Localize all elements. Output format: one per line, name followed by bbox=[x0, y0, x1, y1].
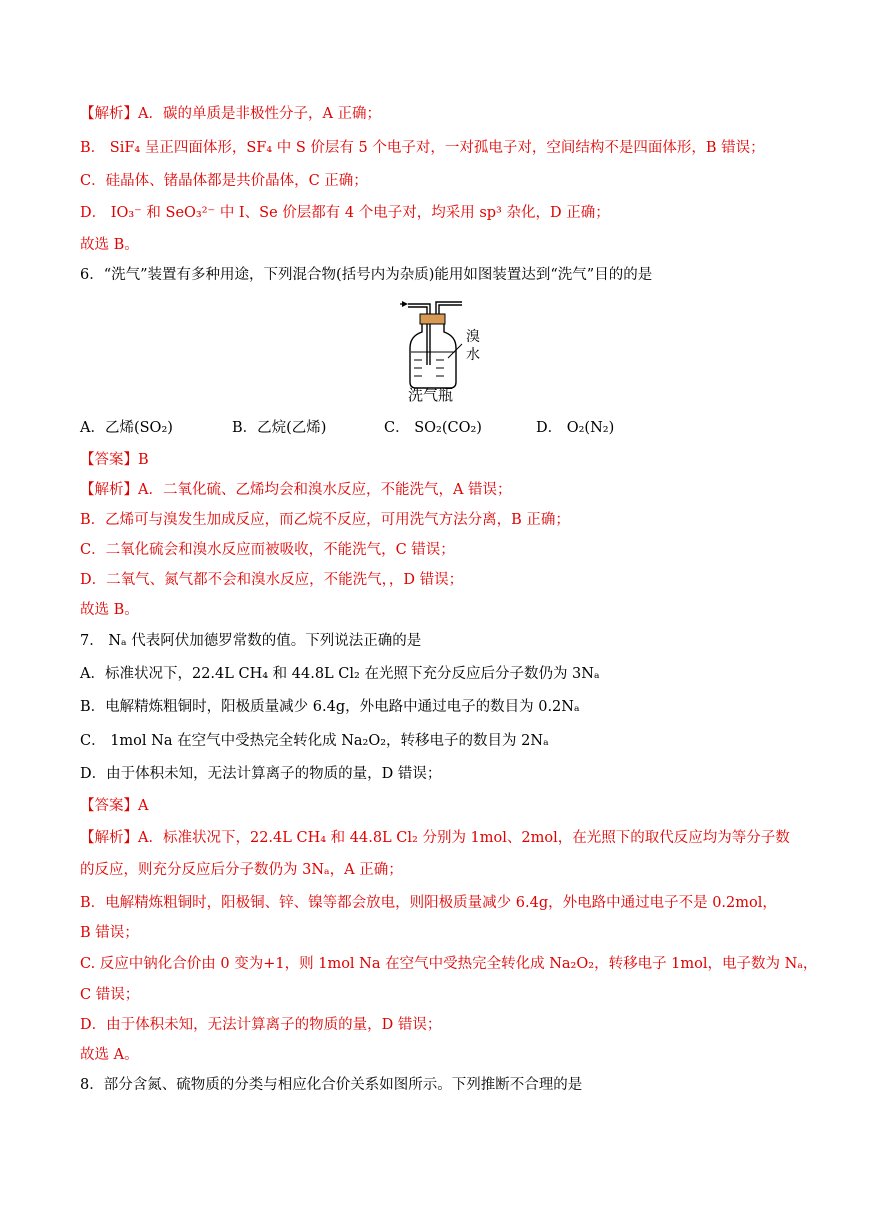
gas-washing-bottle-figure bbox=[400, 290, 510, 405]
q7-option-d: D．由于体积未知，无法计算离子的物质的量，D 错误； bbox=[80, 766, 442, 782]
q5-analysis-b: B． SiF₄ 呈正四面体形，SF₄ 中 S 价层有 5 个电子对，一对孤电子对，空间结构不是四面体形，B 错误； bbox=[80, 140, 765, 156]
q7-answer: 【答案】A bbox=[80, 798, 149, 814]
q8-stem: 8．部分含氮、硫物质的分类与相应化合价关系如图所示。下列推断不合理的是 bbox=[80, 1077, 583, 1093]
q7-analysis-c-line1: C. 反应中钠化合价由 0 变为+1，则 1mol Na 在空气中受热完全转化成 Na₂O₂，转移电子 1mol，电子数为 Nₐ， bbox=[80, 956, 818, 972]
q6-answer: 【答案】B bbox=[80, 452, 149, 468]
q6-analysis-d: D．二氧气、氮气都不会和溴水反应，不能洗气，，D 错误； bbox=[80, 572, 464, 588]
q7-analysis-a-line1: 【解析】A．标准状况下，22.4L CH₄ 和 44.8L Cl₂ 分别为 1mol、2mol，在光照下的取代反应均为等分子数 bbox=[80, 830, 790, 846]
q6-analysis-a: 【解析】A．二氧化硫、乙烯均会和溴水反应，不能洗气，A 错误； bbox=[80, 482, 512, 498]
q5-analysis-c: C．硅晶体、锗晶体都是共价晶体，C 正确； bbox=[80, 173, 368, 189]
figure-label-bromine: 溴 bbox=[466, 329, 480, 345]
q6-option-c: C． SO₂(CO₂) bbox=[384, 420, 482, 436]
q7-option-b: B．电解精炼粗铜时，阳极质量减少 6.4g，外电路中通过电子的数目为 0.2Nₐ bbox=[80, 699, 580, 715]
q7-analysis-c-line2: C 错误； bbox=[80, 987, 140, 1003]
q5-analysis-d: D． IO₃⁻ 和 SeO₃²⁻ 中 I、Se 价层都有 4 个电子对，均采用 sp³ 杂化，D 正确； bbox=[80, 205, 610, 221]
q5-analysis-a: 【解析】A．碳的单质是非极性分子，A 正确； bbox=[80, 106, 382, 122]
q7-analysis-a-line2: 的反应，则充分反应后分子数仍为 3Nₐ，A 正确； bbox=[80, 862, 403, 878]
figure-label-water: 水 bbox=[466, 347, 480, 363]
q6-choice: 故选 B。 bbox=[80, 602, 139, 618]
q6-analysis-b: B．乙烯可与溴发生加成反应，而乙烷不反应，可用洗气方法分离，B 正确； bbox=[80, 512, 570, 528]
q7-stem: 7． Nₐ 代表阿伏加德罗常数的值。下列说法正确的是 bbox=[80, 633, 422, 649]
q7-option-c: C． 1mol Na 在空气中受热完全转化成 Na₂O₂，转移电子的数目为 2Nₐ bbox=[80, 733, 549, 749]
q7-analysis-b-line2: B 错误； bbox=[80, 925, 139, 941]
q5-choice: 故选 B。 bbox=[80, 237, 139, 253]
q6-option-a: A．乙烯(SO₂) bbox=[80, 420, 173, 436]
figure-caption: 洗气瓶 bbox=[408, 386, 454, 404]
q6-analysis-c: C．二氧化硫会和溴水反应而被吸收，不能洗气，C 错误； bbox=[80, 542, 455, 558]
q7-choice: 故选 A。 bbox=[80, 1047, 139, 1063]
q7-option-a: A．标准状况下，22.4L CH₄ 和 44.8L Cl₂ 在光照下充分反应后分子数仍为 3Nₐ bbox=[80, 666, 600, 682]
q6-option-d: D． O₂(N₂) bbox=[536, 420, 615, 436]
q7-analysis-b-line1: B．电解精炼粗铜时，阳极铜、锌、镍等都会放电，则阳极质量减少 6.4g，外电路中通过电子不是 0.2mol， bbox=[80, 895, 777, 911]
q7-analysis-d: D．由于体积未知，无法计算离子的物质的量，D 错误； bbox=[80, 1017, 442, 1033]
q6-stem: 6．“洗气”装置有多种用途，下列混合物(括号内为杂质)能用如图装置达到“洗气”目的的是 bbox=[80, 267, 653, 283]
q6-option-b: B．乙烷(乙烯) bbox=[232, 420, 327, 436]
